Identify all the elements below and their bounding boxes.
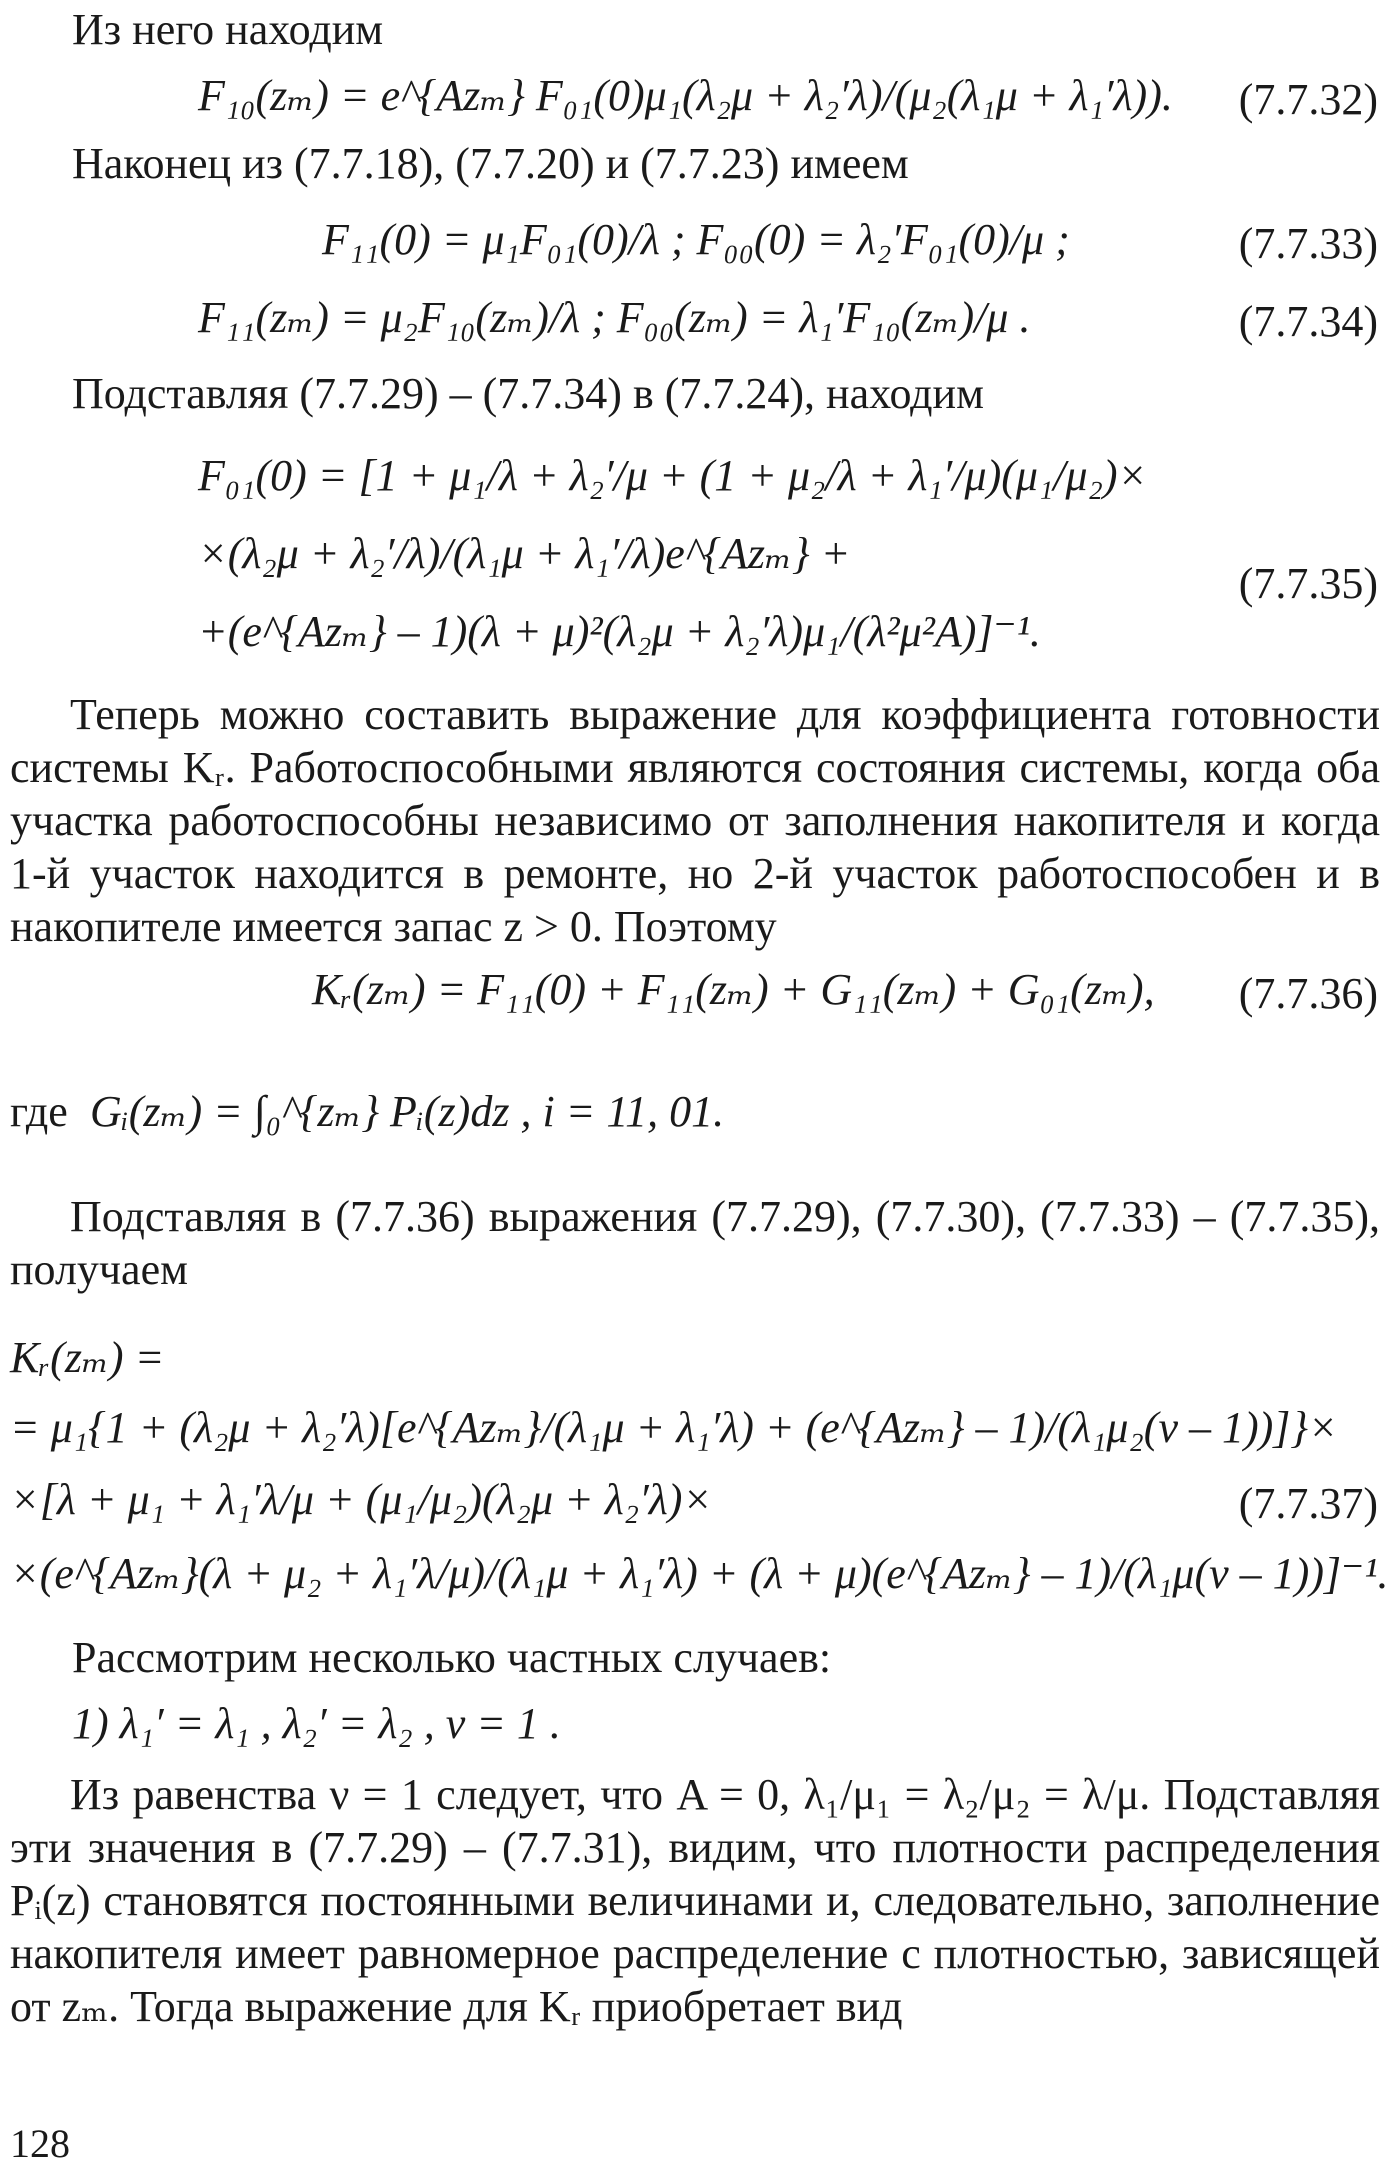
- equation-number: (7.7.34): [1238, 297, 1378, 346]
- paragraph-readiness-coefficient: Теперь можно составить выражение для коэффициента готовности системы Kᵣ. Работоспособными являются состояния системы, когда оба участка работоспособны независимо от заполнения накопителя и когда 1-й участок находится в ремонте, но 2-й участок работоспособен и в накопителе имеется запас z > 0. Поэтому: [10, 690, 1380, 951]
- page-number: 128: [10, 2121, 70, 2166]
- paragraph-special-case: Из равенства ν = 1 следует, что A = 0, λ₁/μ₁ = λ₂/μ₂ = λ/μ. Подставляя эти значения в (7.7.29) – (7.7.31), видим, что плотности распределения Pᵢ(z) становятся постоянными величинами и, следовательно, заполнение накопителя имеет равномерное распределение с плотностью, зависящей от zₘ. Тогда выражение для Kᵣ приобретает вид: [10, 1770, 1380, 2031]
- equation-7-7-37-line3: ×[λ + μ₁ + λ₁′λ/μ + (μ₁/μ₂)(λ₂μ + λ₂′λ)×: [10, 1475, 713, 1524]
- equation-7-7-37-line1: Kᵣ(zₘ) =: [10, 1333, 165, 1382]
- equation-7-7-35-line3: +(e^{Azₘ} – 1)(λ + μ)²(λ₂μ + λ₂′λ)μ₁/(λ²μ²A)]⁻¹.: [198, 607, 1041, 656]
- equation-7-7-34: F₁₁(zₘ) = μ₂F₁₀(zₘ)/λ ; F₀₀(zₘ) = λ₁′F₁₀(zₘ)/μ .: [198, 293, 1031, 342]
- integral-definition: Gᵢ(zₘ) = ∫₀^{zₘ} Pᵢ(z)dz , i = 11, 01.: [90, 1087, 725, 1136]
- special-case-1: 1) λ₁′ = λ₁ , λ₂′ = λ₂ , ν = 1 .: [72, 1699, 561, 1748]
- equation-7-7-37-line2: = μ₁{1 + (λ₂μ + λ₂′λ)[e^{Azₘ}/(λ₁μ + λ₁′λ) + (e^{Azₘ} – 1)/(λ₁μ₂(ν – 1))]}×: [10, 1403, 1338, 1452]
- equation-number: (7.7.33): [1238, 219, 1378, 268]
- equation-number: (7.7.36): [1238, 969, 1378, 1018]
- where-label: где: [10, 1087, 68, 1136]
- text-line: Подставляя (7.7.29) – (7.7.34) в (7.7.24), находим: [72, 369, 984, 418]
- intro-line: Из него находим: [72, 5, 384, 54]
- equation-7-7-33: F₁₁(0) = μ₁F₀₁(0)/λ ; F₀₀(0) = λ₂′F₀₁(0)/μ ;: [322, 215, 1070, 264]
- equation-7-7-32: F₁₀(zₘ) = e^{Azₘ} F₀₁(0)μ₁(λ₂μ + λ₂′λ)/(μ₂(λ₁μ + λ₁′λ)).: [198, 71, 1173, 120]
- equation-number: (7.7.35): [1238, 559, 1378, 608]
- equation-number: (7.7.37): [1238, 1479, 1378, 1528]
- equation-7-7-36: Kᵣ(zₘ) = F₁₁(0) + F₁₁(zₘ) + G₁₁(zₘ) + G₀₁(zₘ),: [312, 965, 1155, 1014]
- text-line: Рассмотрим несколько частных случаев:: [72, 1633, 832, 1682]
- paragraph-substitution: Подставляя в (7.7.36) выражения (7.7.29), (7.7.30), (7.7.33) – (7.7.35), получаем: [10, 1192, 1380, 1294]
- text-line: Наконец из (7.7.18), (7.7.20) и (7.7.23) имеем: [72, 139, 909, 188]
- equation-number: (7.7.32): [1238, 75, 1378, 124]
- equation-7-7-35-line1: F₀₁(0) = [1 + μ₁/λ + λ₂′/μ + (1 + μ₂/λ + λ₁′/μ)(μ₁/μ₂)×: [198, 451, 1148, 500]
- equation-7-7-37-line4: ×(e^{Azₘ}(λ + μ₂ + λ₁′λ/μ)/(λ₁μ + λ₁′λ) + (λ + μ)(e^{Azₘ} – 1)/(λ₁μ(ν – 1))]⁻¹.: [10, 1549, 1389, 1598]
- equation-7-7-35-line2: ×(λ₂μ + λ₂′/λ)/(λ₁μ + λ₁′/λ)e^{Azₘ} +: [198, 529, 851, 578]
